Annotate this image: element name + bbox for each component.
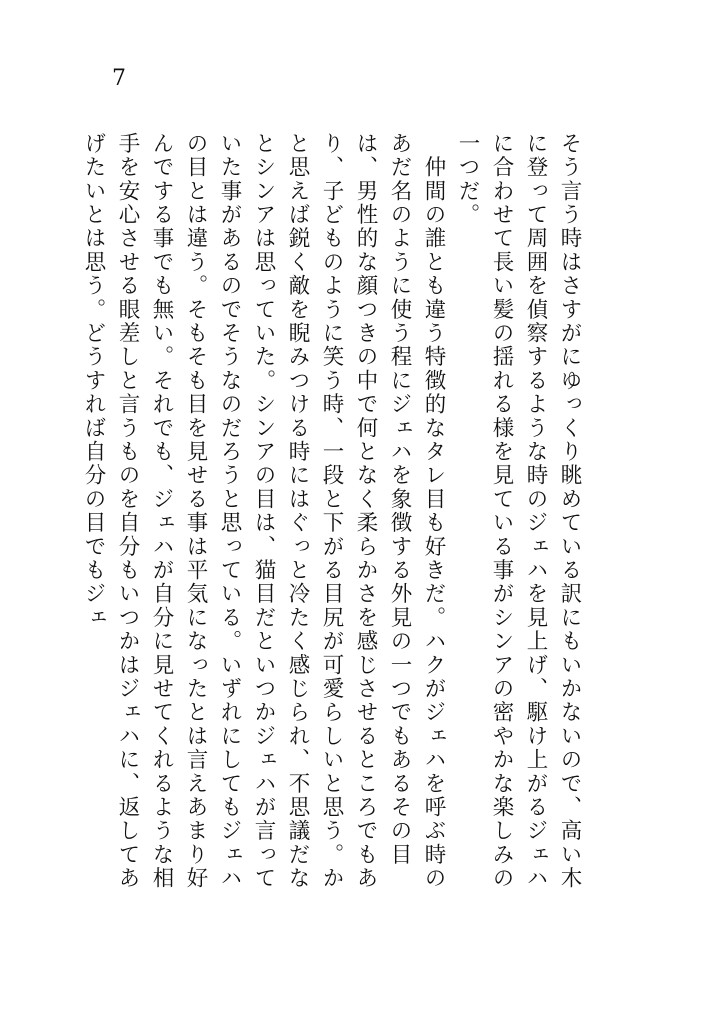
- paragraph: そう言う時はさすがにゆっくり眺めている訳にもいかないので、高い木に登って周囲を偵察するような時のジェハを見上げ、駆け上がるジェハに合わせて長い髪の揺れる様を見ている事がシンアの密やかな楽しみの一つだ。: [455, 132, 582, 891]
- paragraph: 仲間の誰とも違う特徴的なタレ目も好きだ。ハクがジェハを呼ぶ時のあだ名のように使う程にジェハを象徴する外見の一つでもあるその目は、男性的な顔つきの中で何となく柔らかさを感じさせるところでもあり、子どものように笑う時、一段と下がる目尻が可愛らしいと思う。かと思えば鋭く敵を睨みつける時にはぐっと冷たく感じられ、不思議だなとシンアは思っていた。シンアの目は、猫目だといつかジェハが言っていた事があるのでそうなのだろうと思っている。いずれにしてもジェハの目とは違う。そもそも目を見せる事は平気になったとは言えあまり好んでする事でも無い。それでも、ジェハが自分に見せてくれるような相手を安心させる眼差しと言うものを自分もいつかはジェハに、返してあげたいとは思う。どうすれば自分の目でもジェ: [81, 132, 446, 891]
- page-number: 7: [112, 66, 126, 91]
- body-text: [76, 132, 586, 892]
